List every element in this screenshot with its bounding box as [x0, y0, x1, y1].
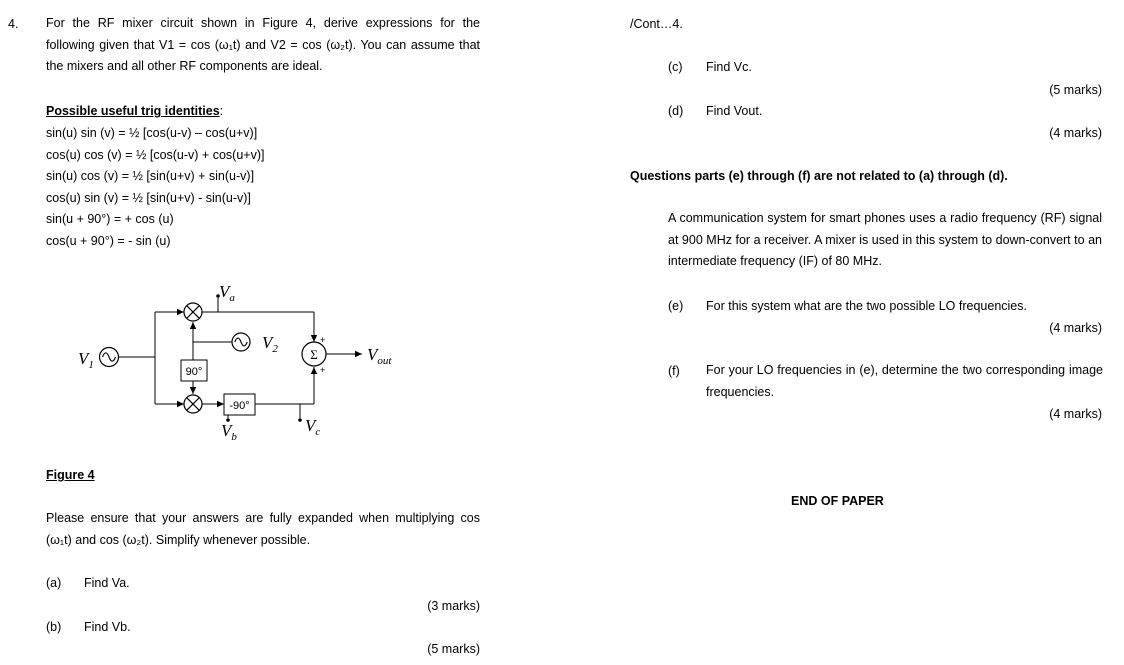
part-b-marks: (5 marks) [427, 642, 480, 656]
part-e-marks: (4 marks) [1049, 321, 1102, 335]
part-b-text: Find Vb. [84, 620, 131, 634]
va-label: $V_a$ [219, 282, 235, 304]
phase-neg90-label: -90° [229, 400, 250, 412]
question-number: 4. [8, 17, 19, 31]
sum-symbol: Σ [310, 347, 318, 362]
part-f-label: (f) [668, 364, 680, 378]
phase-90-label: 90° [185, 366, 203, 378]
trig-identity: sin(u + 90°) = + cos (u) [46, 212, 174, 226]
part-a-marks: (3 marks) [427, 599, 480, 613]
vc-probe-dot [298, 418, 302, 422]
trig-identity: cos(u) cos (v) = ½ [cos(u-v) + cos(u+v)] [46, 148, 265, 162]
section-note: Questions parts (e) through (f) are not related to (a) through (d). [630, 169, 1008, 183]
trig-heading-colon: : [219, 104, 224, 118]
part-d-label: (d) [668, 104, 684, 118]
part-e-text: For this system what are the two possible LO frequencies. [706, 299, 1027, 313]
phase-shifter-neg90 [224, 394, 255, 415]
v1-label: $V_1$ [78, 349, 94, 371]
plus-sign-bottom: + [320, 365, 326, 375]
vb-label: $V_b$ [221, 421, 237, 443]
part-d-marks: (4 marks) [1049, 126, 1102, 140]
vout-label: $V_{out}$ [367, 345, 392, 367]
part-c-label: (c) [668, 60, 683, 74]
v2-label: $V_2$ [262, 333, 278, 355]
part-f-marks: (4 marks) [1049, 407, 1102, 421]
vc-label: $V_c$ [305, 416, 321, 438]
end-of-paper: END OF PAPER [791, 494, 884, 508]
instruction-note: Please ensure that your answers are fully expanded when multiplying cos (ω₁t) and cos (ω₂t). Simplify whenever possible. [46, 511, 480, 547]
part-e-label: (e) [668, 299, 684, 313]
part-c-text: Find Vc. [706, 60, 752, 74]
part-a-label: (a) [46, 576, 62, 590]
v1-source-icon [100, 348, 119, 367]
bottom-mixer-icon [184, 395, 202, 413]
plus-sign-top: + [320, 335, 326, 345]
v2-source-icon [232, 333, 250, 351]
part-f-text: For your LO frequencies in (e), determine the two corresponding image frequencies. [706, 363, 1103, 399]
part-b-label: (b) [46, 620, 62, 634]
trig-identity: sin(u) sin (v) = ½ [cos(u-v) – cos(u+v)] [46, 126, 258, 140]
figure-caption: Figure 4 [46, 468, 95, 482]
trig-heading-text: Possible useful trig identities [46, 104, 220, 118]
trig-identity: cos(u + 90°) = - sin (u) [46, 234, 171, 248]
part-c-marks: (5 marks) [1049, 83, 1102, 97]
scenario-text: A communication system for smart phones uses a radio frequency (RF) signal at 900 MHz for a receiver. A mixer is used in this system to down-convert to an intermediate frequency (IF) of 80 MHz. [668, 211, 1102, 268]
mixer-circuit-diagram [0, 0, 560, 460]
trig-identity: sin(u) cos (v) = ½ [sin(u+v) + sin(u-v)] [46, 169, 255, 183]
top-mixer-icon [184, 303, 202, 321]
continuation-header: /Cont…4. [630, 17, 683, 31]
part-d-text: Find Vout. [706, 104, 763, 118]
phase-shifter-90 [181, 360, 207, 381]
part-a-text: Find Va. [84, 576, 130, 590]
question-intro: For the RF mixer circuit shown in Figure 4, derive expressions for the following given that V1 = cos (ω₁t) and V2 = cos (ω₂t). You can assume that the mixers and all other RF components are ideal. [46, 16, 480, 73]
trig-identity: cos(u) sin (v) = ½ [sin(u+v) - sin(u-v)] [46, 191, 251, 205]
summer-icon [302, 342, 326, 366]
